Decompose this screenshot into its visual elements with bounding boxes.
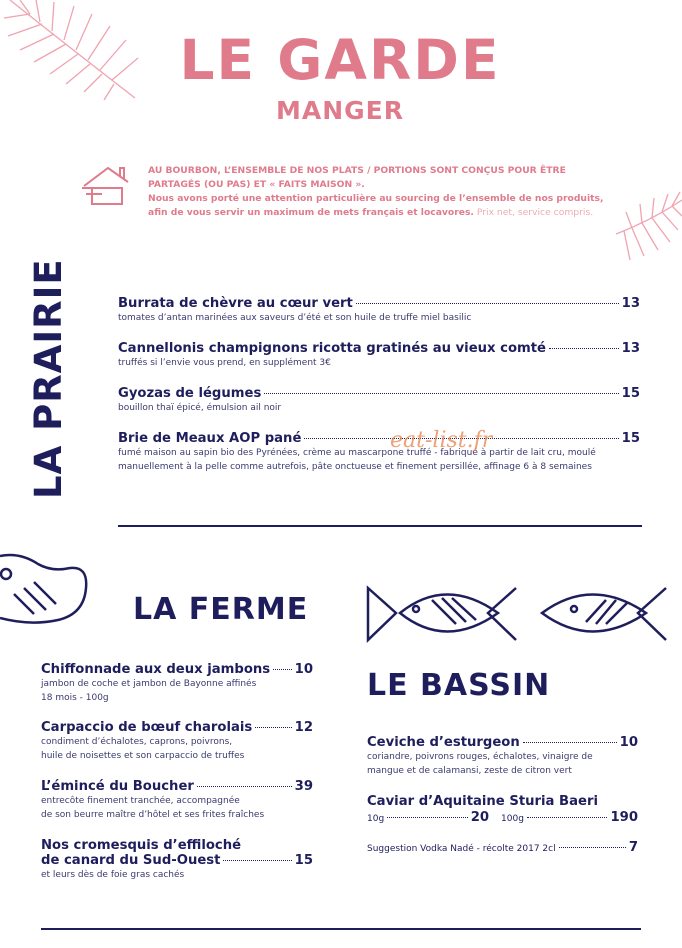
item-price: 10 xyxy=(619,735,638,750)
item-desc: coriandre, poivrons rouges, échalotes, vinaigre de xyxy=(367,752,593,762)
watermark: eat-list.fr xyxy=(390,428,493,453)
item-name: Cannellonis champignons ricotta gratinés au vieux comté xyxy=(118,341,547,356)
menu-item xyxy=(41,779,313,822)
palm-leaf-icon xyxy=(612,190,682,270)
leader-dots xyxy=(356,303,619,304)
leader-dots xyxy=(523,742,617,743)
page-title: LE GARDE xyxy=(179,28,501,92)
item-price: 10 xyxy=(294,662,313,677)
intro-line: PARTAGÉS (OU PAS) ET « FAITS MAISON ». xyxy=(148,179,365,190)
menu-item xyxy=(118,296,640,325)
suggestion-label: Suggestion Vodka Nadé - récolte 2017 2cl xyxy=(367,844,556,854)
leader-dots xyxy=(387,817,468,818)
item-price: 15 xyxy=(621,386,640,401)
menu-item xyxy=(118,431,640,474)
leader-dots xyxy=(559,847,626,848)
leader-dots xyxy=(223,860,291,861)
menu-item xyxy=(41,838,313,882)
item-desc: manuellement à la pelle comme autrefois, pâte onctueuse et finement persillée, affinage 6 à 8 semaines xyxy=(118,462,592,472)
intro-note: Prix net, service compris. xyxy=(473,207,594,218)
leader-dots xyxy=(549,348,619,349)
size-label: 100g xyxy=(501,814,524,824)
divider xyxy=(41,928,641,930)
item-desc: tomates d’antan marinées aux saveurs d’été et son huile de truffe miel basilic xyxy=(118,313,472,323)
suggestion xyxy=(367,840,638,855)
item-desc: truffés si l’envie vous prend, en supplément 3€ xyxy=(118,358,331,368)
section-prairie-title-wrap xyxy=(15,258,87,501)
item-name: Brie de Meaux AOP pané xyxy=(118,431,302,446)
item-price: 15 xyxy=(621,431,640,446)
item-name: Burrata de chèvre au cœur vert xyxy=(118,296,353,311)
house-icon xyxy=(80,164,132,208)
item-name: Gyozas de légumes xyxy=(118,386,262,401)
leader-dots xyxy=(264,393,618,394)
steak-icon xyxy=(0,550,90,628)
size-label: 10g xyxy=(367,814,385,824)
menu-item xyxy=(118,341,640,370)
item-name: Nos cromesquis d’effiloché xyxy=(41,838,242,853)
item-price: 39 xyxy=(294,779,313,794)
section-bassin-title: LE BASSIN xyxy=(367,668,551,703)
leader-dots xyxy=(255,727,291,728)
item-price: 12 xyxy=(294,720,313,735)
section-prairie-title: LA PRAIRIE xyxy=(27,258,70,499)
item-name: de canard du Sud-Ouest xyxy=(41,853,221,868)
fish-icon xyxy=(366,578,682,648)
item-desc: de son beurre maître d’hôtel et ses frites fraîches xyxy=(41,810,265,820)
page-subtitle: MANGER xyxy=(276,96,404,125)
item-desc: 18 mois - 100g xyxy=(41,693,109,703)
item-name: Ceviche d’esturgeon xyxy=(367,735,520,750)
item-desc: entrecôte finement tranchée, accompagnée xyxy=(41,796,240,806)
menu-item xyxy=(367,735,638,778)
leader-dots xyxy=(273,669,292,670)
item-desc: et leurs dès de foie gras cachés xyxy=(41,870,185,880)
item-price: 20 xyxy=(470,810,490,825)
suggestion-price: 7 xyxy=(628,840,638,855)
item-name: Caviar d’Aquitaine Sturia Baeri xyxy=(367,794,598,809)
menu-item xyxy=(41,720,313,763)
leader-dots xyxy=(197,786,292,787)
item-price: 13 xyxy=(621,341,640,356)
item-price: 13 xyxy=(621,296,640,311)
palm-leaf-icon xyxy=(0,0,150,110)
menu-item xyxy=(41,662,313,705)
item-price: 15 xyxy=(294,853,313,868)
item-desc: condiment d’échalotes, caprons, poivrons, xyxy=(41,737,233,747)
menu-item xyxy=(118,386,640,415)
item-desc: huile de noisettes et son carpaccio de truffes xyxy=(41,751,245,761)
item-name: Carpaccio de bœuf charolais xyxy=(41,720,253,735)
item-desc: mangue et de calamansi, zeste de citron vert xyxy=(367,766,572,776)
item-name: L’émincé du Boucher xyxy=(41,779,194,794)
item-desc: fumé maison au sapin bio des Pyrénées, crème au mascarpone truffé - fabriqué à partir de lait cru, moulé xyxy=(118,448,596,458)
intro-line: afin de vous servir un maximum de mets français et locavores. xyxy=(148,207,474,218)
menu-item xyxy=(367,794,638,825)
intro-line: AU BOURBON, L’ENSEMBLE DE NOS PLATS / PORTIONS SONT CONÇUS POUR ÊTRE xyxy=(148,165,566,176)
leader-dots xyxy=(527,817,608,818)
item-price: 190 xyxy=(610,810,638,825)
section-ferme-title: LA FERME xyxy=(133,592,309,627)
item-desc: bouillon thaï épicé, émulsion ail noir xyxy=(118,403,282,413)
item-desc: jambon de coche et jambon de Bayonne affinés xyxy=(41,679,257,689)
divider xyxy=(118,525,642,527)
item-name: Chiffonnade aux deux jambons xyxy=(41,662,271,677)
intro-line: Nous avons porté une attention particulière au sourcing de l’ensemble de nos produits, xyxy=(148,193,604,204)
